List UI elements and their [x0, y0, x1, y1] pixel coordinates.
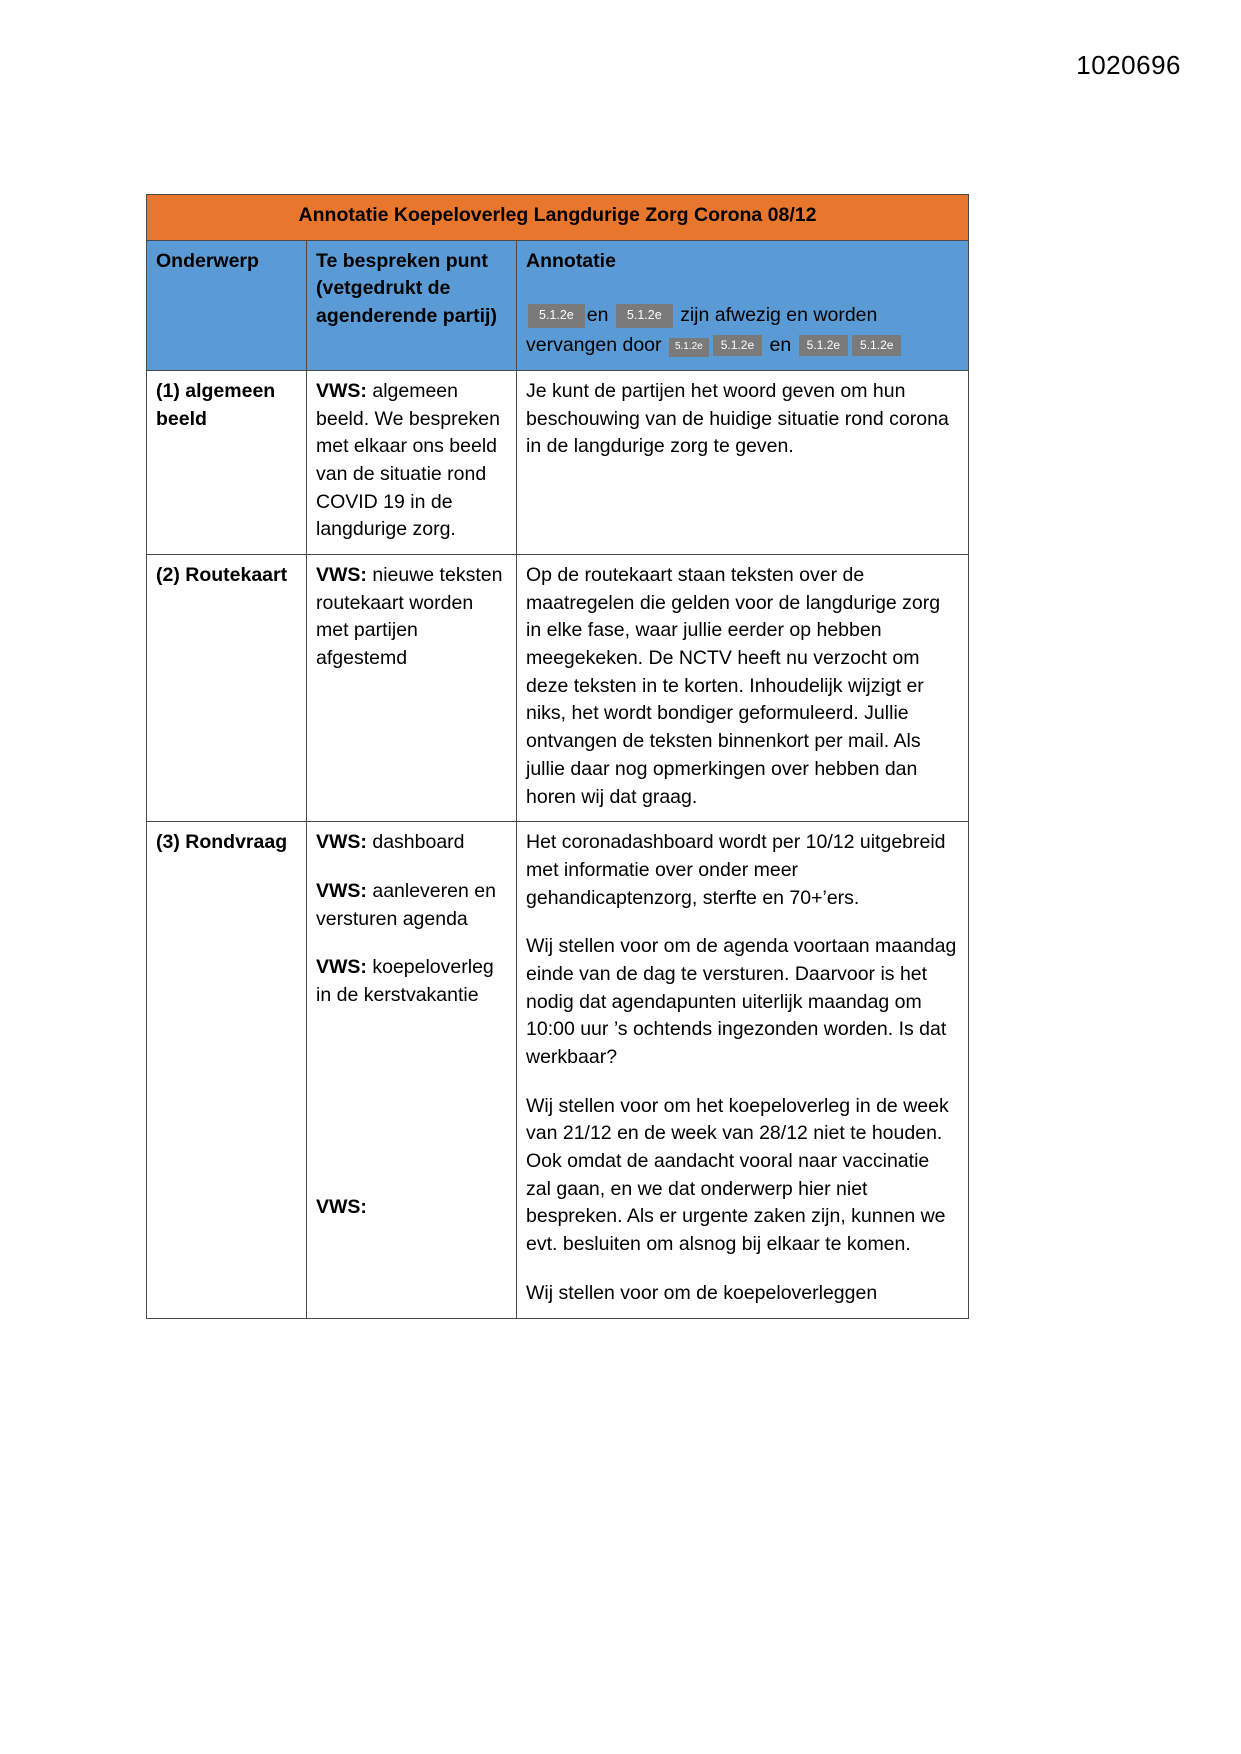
point-block [316, 1194, 507, 1222]
point-party-label: VWS: [316, 831, 367, 854]
point-party-label: VWS: [316, 1195, 367, 1218]
redaction-chip: 5.1.2e [616, 304, 673, 328]
note-text-absent: zijn afwezig en worden vervangen door [526, 304, 878, 356]
row-topic: (2) Routekaart [147, 555, 307, 822]
point-block [316, 878, 507, 933]
table-row [147, 555, 969, 822]
annotation-paragraph: Wij stellen voor om de koepeloverleggen [526, 1281, 878, 1304]
point-text: koepeloverleg in de kerstvakantie [316, 956, 494, 1006]
redaction-chip: 5.1.2e [713, 335, 762, 356]
table-title-row [147, 195, 969, 241]
point-block [316, 829, 507, 857]
annotation-paragraph: Wij stellen voor om de agenda voortaan maandag einde van de dag te versturen. Daarvoor is het nodig dat agendapunten uiterlijk maandag om 10:00 uur ’s ochtends ingezonden worden. Is dat werkbaar? [526, 935, 957, 1068]
annotation-table [146, 194, 969, 1319]
annotation-paragraph: Wij stellen voor om het koepeloverleg in de week van 21/12 en de week van 28/12 niet te houden. Ook omdat de aandacht vooral naar vaccinatie zal gaan, en we dat onderwerp hier niet bespreken. Als er urgente zaken zijn, kunnen we evt. besluiten om alsnog bij elkaar te komen. [526, 1094, 949, 1256]
row-discussion-point [307, 555, 517, 822]
table-header-row [147, 240, 969, 370]
point-text: nieuwe teksten routekaart worden met partijen afgestemd [316, 564, 503, 670]
table-row [147, 822, 969, 1318]
row-annotation: Op de routekaart staan teksten over de maatregelen die gelden voor de langdurige zorg in elke fase, waar jullie eerder op hebben meegekeken. De NCTV heeft nu verzocht om deze teksten in te korten. Inhoudelijk wijzigt er niks, het wordt bondiger geformuleerd. Jullie ontvangen de teksten binnenkort per mail. Als jullie daar nog opmerkingen over hebben dan horen wij dat graag. [517, 555, 969, 822]
point-party-label: VWS: [316, 379, 367, 402]
row-discussion-point [307, 370, 517, 554]
row-annotation: Je kunt de partijen het woord geven om hun beschouwing van de huidige situatie rond corona in de langdurige zorg te geven. [517, 370, 969, 554]
point-text: aanleveren en versturen agenda [316, 879, 496, 930]
row-topic: (1) algemeen beeld [147, 370, 307, 554]
table-row [147, 370, 969, 554]
point-block [316, 954, 507, 1009]
redaction-chip: 5.1.2e [669, 338, 709, 357]
annotatie-label: Annotatie [526, 249, 616, 272]
header-absence-note [526, 304, 903, 355]
annotation-paragraph: Het coronadashboard wordt per 10/12 uitgebreid met informatie over onder meer gehandicaptenzorg, sterfte en 70+’ers. [526, 831, 946, 909]
point-text: dashboard [372, 831, 465, 854]
row-topic: (3) Rondvraag [147, 822, 307, 1318]
column-header-annotatie [517, 240, 969, 370]
column-header-onderwerp: Onderwerp [147, 240, 307, 370]
redaction-chip: 5.1.2e [799, 335, 848, 356]
header-line-2: (vetgedrukt de [316, 277, 451, 300]
row-discussion-point [307, 822, 517, 1318]
point-text: algemeen beeld. We bespreken met elkaar ons beeld van de situatie rond COVID 19 in de langdurige zorg. [316, 379, 500, 541]
header-line-3: agenderende partij) [316, 305, 497, 328]
table-title: Annotatie Koepeloverleg Langdurige Zorg Corona 08/12 [147, 195, 969, 241]
note-text-en-1: en [586, 304, 609, 327]
point-party-label: VWS: [316, 564, 367, 586]
point-party-label: VWS: [316, 956, 367, 979]
document-number: 1020696 [1076, 50, 1181, 80]
redaction-chip: 5.1.2e [528, 304, 585, 328]
redaction-chip: 5.1.2e [852, 335, 901, 356]
note-text-en-2: en [769, 333, 792, 356]
row-annotation [517, 822, 969, 1318]
column-header-te-bespreken-punt [307, 240, 517, 370]
point-party-label: VWS: [316, 879, 367, 902]
annotation-table-container [146, 194, 968, 1319]
header-line-1: Te bespreken punt [316, 249, 488, 272]
